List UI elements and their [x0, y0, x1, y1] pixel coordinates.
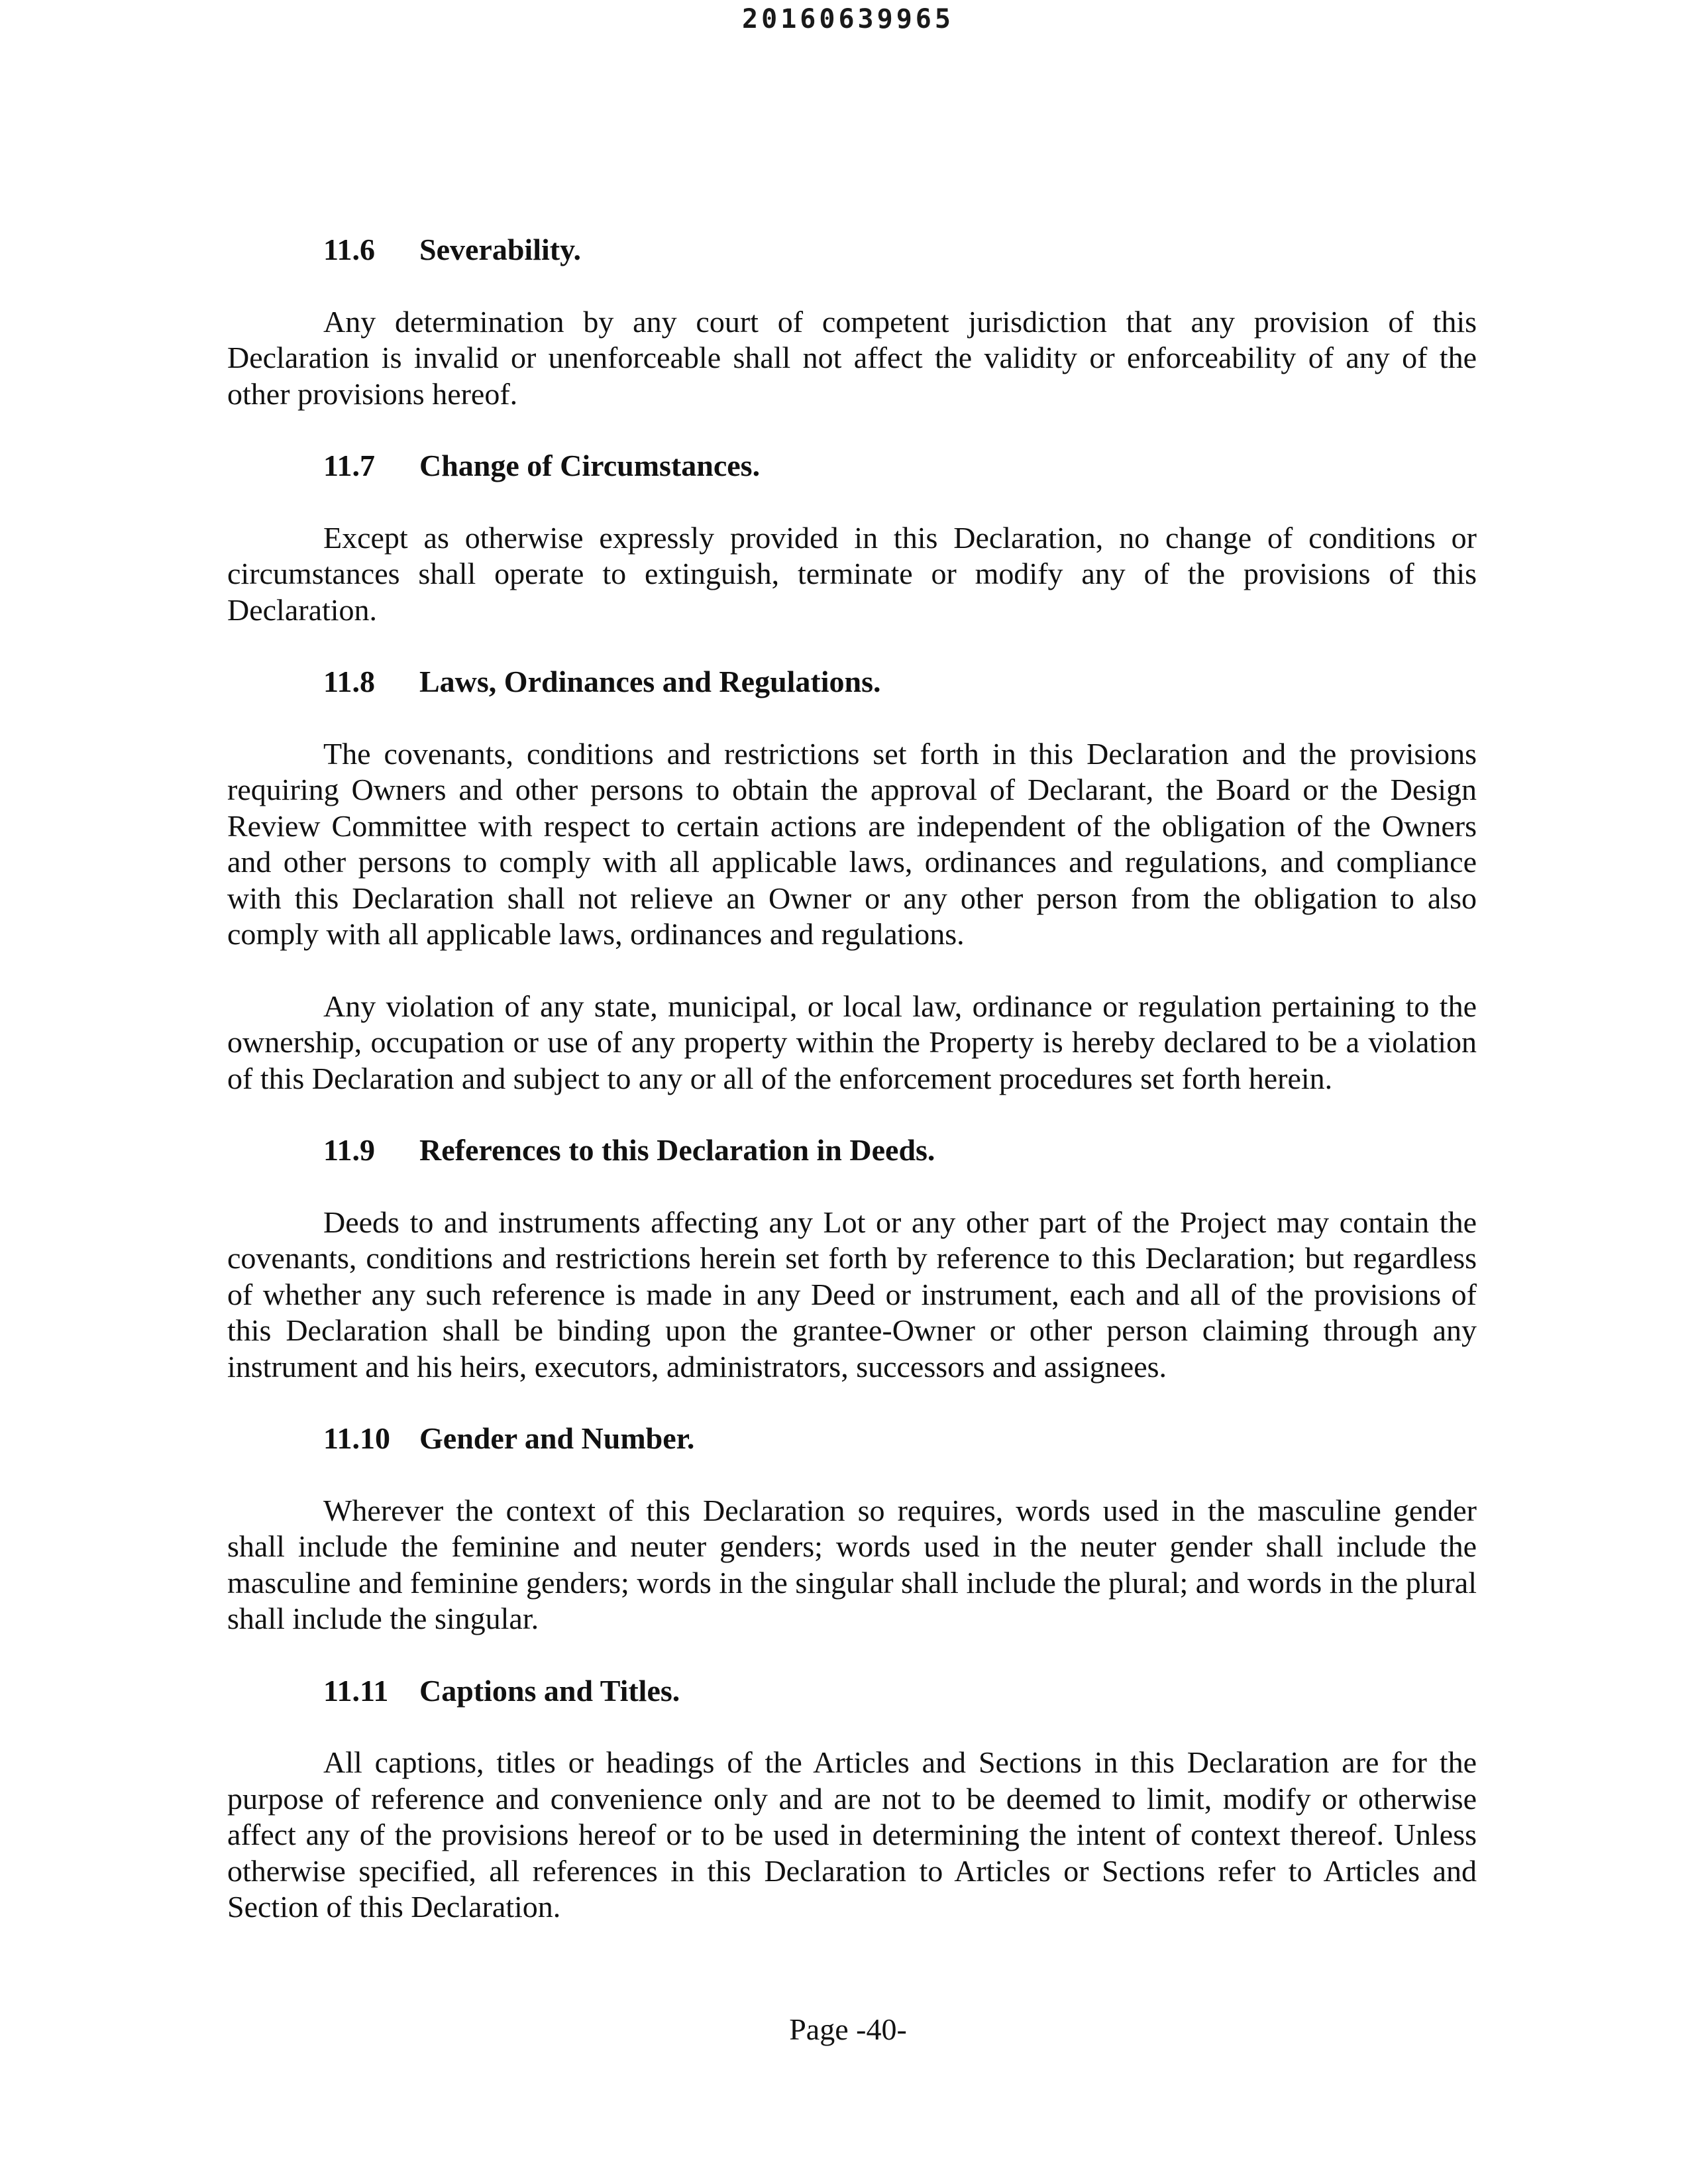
section-paragraph: Any violation of any state, municipal, or local law, ordinance or regulation pertaining to the ownership, occupation or use of any property within the Property is hereby declared to be a violation of this Declaration and subject to any or all of the enforcement procedures set forth herein. [227, 989, 1477, 1095]
section-11-10 [227, 1421, 1477, 1637]
section-11-7 [227, 448, 1477, 628]
section-number: 11.9 [323, 1133, 375, 1167]
section-paragraph: Except as otherwise expressly provided in this Declaration, no change of conditions or circumstances shall operate to extinguish, terminate or modify any of the provisions of this Declaration. [227, 520, 1477, 627]
section-paragraph: Any determination by any court of competent jurisdiction that any provision of this Declaration is invalid or unenforceable shall not affect the validity or enforceability of any of the other provisions hereof. [227, 304, 1477, 411]
section-number: 11.8 [323, 665, 375, 698]
section-heading [323, 1673, 1477, 1710]
section-heading [323, 1421, 1477, 1457]
section-paragraph: The covenants, conditions and restrictions set forth in this Declaration and the provisions requiring Owners and other persons to obtain the approval of Declarant, the Board or the Design Review Committee with respect to certain actions are independent of the obligation of the Owners and other persons to comply with all applicable laws, ordinances and regulations, and compliance with this Declaration shall not relieve an Owner or any other person from the obligation to also comply with all applicable laws, ordinances and regulations. [227, 736, 1477, 951]
section-title: Change of Circumstances. [419, 449, 761, 482]
section-paragraph: Wherever the context of this Declaration so requires, words used in the masculine gender shall include the feminine and neuter genders; words used in the neuter gender shall include the masculine and feminine genders; words in the singular shall include the plural; and words in the plural shall include the singular. [227, 1493, 1477, 1635]
section-11-8 [227, 664, 1477, 1097]
page-number: Page -40- [789, 2012, 907, 2046]
section-title: References to this Declaration in Deeds. [419, 1133, 935, 1167]
section-11-6 [227, 232, 1477, 412]
section-title: Captions and Titles. [419, 1673, 680, 1708]
document-number: 20160639965 [742, 4, 954, 34]
section-11-11 [227, 1673, 1477, 1926]
section-title: Gender and Number. [419, 1421, 695, 1455]
section-number: 11.7 [323, 449, 375, 482]
section-heading [323, 664, 1477, 700]
section-heading [323, 448, 1477, 484]
section-number: 11.10 [323, 1421, 390, 1455]
section-title: Laws, Ordinances and Regulations. [419, 665, 881, 698]
section-paragraph: Deeds to and instruments affecting any Lot or any other part of the Project may contain the covenants, conditions and restrictions herein set forth by reference to this Declaration; but regardless of whether any such reference is made in any Deed or instrument, each and all of the provisions of this Declaration shall be binding upon the grantee-Owner or other person claiming through any instrument and his heirs, executors, administrators, successors and assignees. [227, 1205, 1477, 1384]
section-11-9 [227, 1132, 1477, 1385]
section-number: 11.11 [323, 1673, 389, 1708]
document-body [227, 232, 1477, 1961]
section-heading [323, 1132, 1477, 1169]
section-heading [323, 232, 1477, 268]
section-number: 11.6 [323, 233, 375, 266]
section-title: Severability. [419, 233, 582, 266]
section-paragraph: All captions, titles or headings of the Articles and Sections in this Declaration are for the purpose of reference and convenience only and are not to be deemed to limit, modify or otherwise affect any of the provisions hereof or to be used in determining the intent of context thereof. Unless otherwise specified, all references in this Declaration to Articles or Sections refer to Articles and Section of this Declaration. [227, 1745, 1477, 1924]
